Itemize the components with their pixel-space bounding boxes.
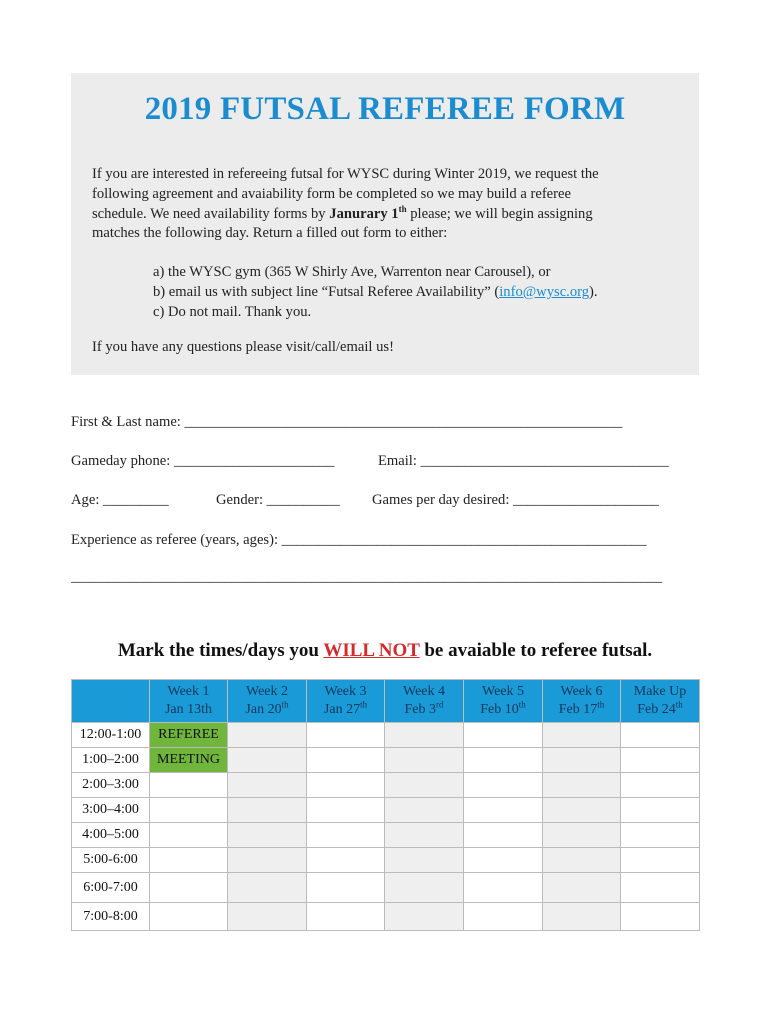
availability-cell[interactable]	[464, 748, 543, 773]
availability-cell[interactable]	[385, 848, 464, 873]
table-row	[72, 748, 700, 773]
availability-cell[interactable]	[150, 873, 228, 903]
header-week-1: Week 1 Jan 13th	[150, 680, 228, 723]
availability-cell[interactable]	[621, 723, 700, 748]
heading-text: be avaiable to referee futsal.	[419, 640, 653, 661]
intro-text: please; we will begin assigning	[406, 205, 593, 222]
availability-cell[interactable]	[307, 903, 385, 931]
deadline-date: Janurary 1	[329, 205, 399, 222]
experience-extra-line[interactable]: _________________________________________________________________________________	[71, 569, 663, 585]
availability-cell[interactable]	[228, 823, 307, 848]
heading-warning: WILL NOT	[323, 640, 420, 661]
phone-field[interactable]: Gameday phone: ______________________	[71, 453, 335, 469]
intro-line: matches the following day. Return a filled out form to either:	[92, 225, 448, 242]
experience-field[interactable]: Experience as referee (years, ages): __________________________________________________	[71, 532, 647, 548]
time-slot: 1:00–2:00	[72, 748, 150, 773]
availability-cell[interactable]	[385, 903, 464, 931]
availability-cell[interactable]	[307, 848, 385, 873]
availability-cell[interactable]	[150, 798, 228, 823]
availability-cell[interactable]	[307, 773, 385, 798]
availability-cell[interactable]	[228, 773, 307, 798]
time-slot: 2:00–3:00	[72, 773, 150, 798]
availability-cell[interactable]	[621, 748, 700, 773]
header-week-6: Week 6 Feb 17th	[543, 680, 621, 723]
time-slot: 4:00–5:00	[72, 823, 150, 848]
return-options	[153, 263, 598, 322]
availability-cell[interactable]	[543, 823, 621, 848]
deadline-suffix: th	[398, 203, 407, 214]
availability-cell[interactable]	[150, 773, 228, 798]
availability-cell[interactable]	[464, 903, 543, 931]
table-row	[72, 723, 700, 748]
option-b	[153, 283, 598, 303]
availability-cell[interactable]	[543, 748, 621, 773]
availability-cell[interactable]	[228, 748, 307, 773]
header-make-up: Make Up Feb 24th	[621, 680, 700, 723]
email-link[interactable]: info@wysc.org	[499, 283, 590, 300]
availability-table	[71, 679, 700, 931]
availability-cell[interactable]	[307, 723, 385, 748]
availability-cell[interactable]	[228, 848, 307, 873]
availability-cell[interactable]	[150, 903, 228, 931]
availability-cell[interactable]	[464, 723, 543, 748]
availability-cell[interactable]	[307, 748, 385, 773]
availability-cell[interactable]	[385, 873, 464, 903]
intro-line: If you are interested in refereeing futsal for WYSC during Winter 2019, we request the	[92, 166, 599, 182]
option-a: a) the WYSC gym (365 W Shirly Ave, Warrenton near Carousel), or	[153, 264, 551, 280]
availability-cell[interactable]	[543, 723, 621, 748]
intro-text: schedule. We need availability forms by	[92, 205, 330, 222]
availability-cell[interactable]	[228, 873, 307, 903]
availability-cell[interactable]	[621, 873, 700, 903]
table-header-row	[72, 680, 700, 723]
availability-cell[interactable]	[228, 798, 307, 823]
availability-cell[interactable]	[385, 748, 464, 773]
availability-cell[interactable]	[385, 723, 464, 748]
option-b-text: b) email us with subject line “Futsal Referee Availability” (	[153, 283, 500, 300]
age-field[interactable]: Age: _________	[71, 492, 169, 508]
time-slot: 5:00-6:00	[72, 848, 150, 873]
availability-cell[interactable]	[307, 798, 385, 823]
gender-field[interactable]: Gender: __________	[216, 492, 340, 508]
availability-cell[interactable]	[621, 798, 700, 823]
heading-text: Mark the times/days you	[117, 640, 324, 661]
availability-cell[interactable]	[464, 848, 543, 873]
availability-cell[interactable]	[385, 798, 464, 823]
header-week-3: Week 3 Jan 27th	[307, 680, 385, 723]
time-slot: 7:00-8:00	[72, 903, 150, 931]
intro-line	[92, 205, 599, 225]
availability-cell[interactable]	[307, 873, 385, 903]
header-week-4: Week 4 Feb 3rd	[385, 680, 464, 723]
table-row	[72, 798, 700, 823]
closing-text: If you have any questions please visit/call/email us!	[92, 339, 394, 355]
table-row	[72, 873, 700, 903]
availability-cell[interactable]	[150, 848, 228, 873]
games-per-day-field[interactable]: Games per day desired: ____________________	[372, 492, 659, 508]
availability-cell[interactable]	[385, 823, 464, 848]
availability-cell[interactable]	[464, 773, 543, 798]
table-row	[72, 823, 700, 848]
header-week-2: Week 2 Jan 20th	[228, 680, 307, 723]
table-row	[72, 848, 700, 873]
time-slot: 6:00-7:00	[72, 873, 150, 903]
availability-cell[interactable]	[621, 848, 700, 873]
availability-cell[interactable]	[150, 823, 228, 848]
availability-cell[interactable]	[621, 823, 700, 848]
header-week-5: Week 5 Feb 10th	[464, 680, 543, 723]
availability-cell[interactable]	[464, 798, 543, 823]
referee-meeting-cell: REFEREE	[150, 723, 228, 748]
availability-cell[interactable]	[307, 823, 385, 848]
availability-cell[interactable]	[228, 903, 307, 931]
table-row	[72, 773, 700, 798]
email-field[interactable]: Email: __________________________________	[378, 453, 669, 469]
availability-cell[interactable]	[621, 773, 700, 798]
option-b-end: ).	[589, 283, 598, 300]
intro-paragraph	[92, 165, 599, 244]
availability-cell[interactable]	[543, 773, 621, 798]
time-slot: 3:00–4:00	[72, 798, 150, 823]
availability-cell[interactable]	[543, 903, 621, 931]
availability-cell[interactable]	[228, 723, 307, 748]
time-slot: 12:00-1:00	[72, 723, 150, 748]
availability-cell[interactable]	[464, 873, 543, 903]
availability-cell[interactable]	[621, 903, 700, 931]
option-c: c) Do not mail. Thank you.	[153, 303, 312, 320]
referee-meeting-cell: MEETING	[150, 748, 228, 773]
availability-cell[interactable]	[385, 773, 464, 798]
intro-line: following agreement and avaiability form be completed so we may build a referee	[92, 185, 571, 202]
availability-heading	[0, 640, 770, 662]
table-row	[72, 903, 700, 931]
intro-box	[71, 73, 699, 375]
header-corner	[72, 680, 150, 723]
name-field[interactable]: First & Last name: ____________________________________________________________	[71, 414, 623, 430]
availability-cell[interactable]	[464, 823, 543, 848]
availability-cell[interactable]	[543, 873, 621, 903]
availability-cell[interactable]	[543, 798, 621, 823]
availability-cell[interactable]	[543, 848, 621, 873]
form-title: 2019 FUTSAL REFEREE FORM	[144, 91, 626, 127]
